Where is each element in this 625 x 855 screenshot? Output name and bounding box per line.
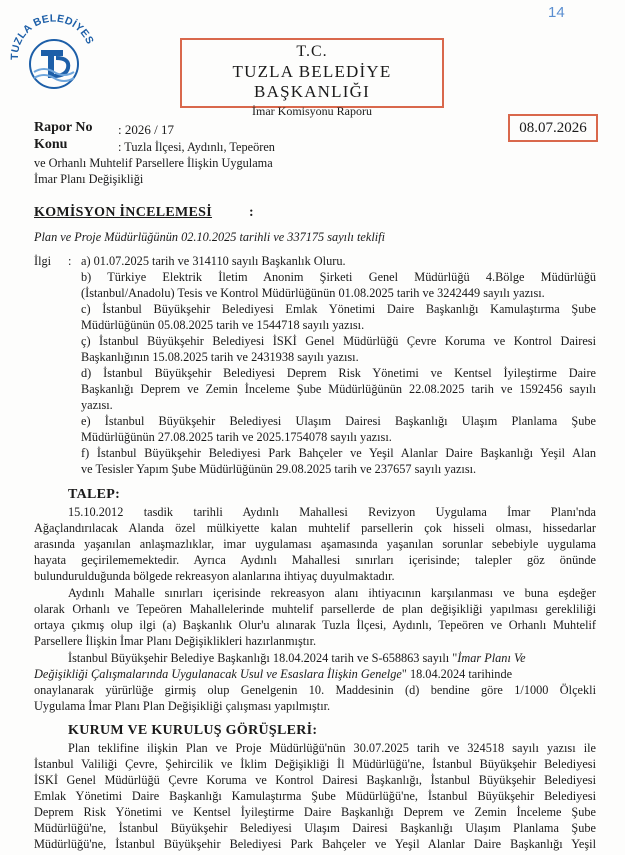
kurum-line: Müdürlüğü'ne, İstanbul Büyükşehir Belediyesi Park Bahçeler ve Yeşil Alanlar Daire Başkanlığı Yeşil [34, 837, 596, 851]
talep-p3-line-4: Uygulama İmar Planı Plan Değişikliği çalışması yapılmıştır. [34, 699, 331, 713]
genelge-title: Değişikliği Çalışmalarında Uygulanacak Usul ve Esaslara İlişkin Genelge [34, 667, 402, 681]
page-number: 14 [548, 4, 565, 21]
genelge-title: İmar Planı Ve [457, 651, 526, 665]
talep-line: Aydınlı Mahalle sınırları içerisinde rekreasyon alanı ihtiyacının karşılanması ve buna eşdeğer [68, 586, 596, 600]
rapor-no-value: : 2026 / 17 [118, 122, 174, 137]
talep-line: hayata geçirilememektedir. Ayrıca Aydınlı Mahallesi sınırları içerisinde; talepler göz önünde [34, 553, 596, 567]
ilgi-line: Müdürlüğünün 27.08.2025 tarih ve 2025.1754078 sayılı yazısı. [81, 430, 392, 444]
kurum-line: İstanbul Valiliği Çevre, Şehircilik ve İklim Değişikliği İl Müdürlüğü'ne, İstanbul Büyükşehir Belediyesi [34, 757, 596, 771]
svg-text:TUZLA BELEDİYESİ: TUZLA BELEDİYES [8, 12, 96, 61]
inceleme-heading: KOMİSYON İNCELEMESİ [34, 205, 213, 220]
talep-line: ortaya çıkmış olup ilgi (a) Başkanlık Olur'u alınarak Tuzla İlçesi, Aydınlı, Tepeören ve Orhanlı Muhtelif [34, 618, 596, 632]
ilgi-line: f) İstanbul Büyükşehir Belediyesi Park Bahçeler ve Yeşil Alanlar Daire Başkanlığı Yeşil Alan [81, 446, 596, 460]
inceleme-colon: : [249, 205, 254, 220]
report-subtitle: İmar Komisyonu Raporu [252, 104, 372, 118]
organization-name: TUZLA BELEDİYE BAŞKANLIĞI [232, 62, 392, 101]
konu-line-2: ve Orhanlı Muhtelif Parsellere İlişkin Uygulama [34, 156, 273, 170]
talep-line: olarak Orhanlı ve Tepeören Mahallelerinde muhtelif parsellerde de plan değişikliği yapılması gerekliliği [34, 602, 596, 616]
kurum-line: Deprem Risk Yönetimi ve Kentsel İyileştirme Daire Başkanlığı Deprem ve Zemin İnceleme Şube [34, 805, 596, 819]
kurum-line: Müdürlüğü'ne, İstanbul Büyükşehir Belediyesi Ulaşım Dairesi Başkanlığı Ulaşım Planlama Şube [34, 821, 596, 835]
konu-line-3: İmar Planı Değişikliği [34, 172, 144, 186]
ilgi-line: ç) İstanbul Büyükşehir Belediyesi İSKİ Genel Müdürlüğü Çevre Koruma ve Kontrol Dairesi [81, 334, 596, 348]
kurum-heading: KURUM VE KURULUŞ GÖRÜŞLERİ: [68, 723, 318, 738]
ilgi-line: (İstanbul/Anadolu) Tesis ve Kontrol Müdürlüğünün 01.08.2025 tarih ve 3242449 sayılı yazısı. [81, 286, 545, 300]
kurum-line: Emlak Yönetimi Daire Başkanlığı Kamulaştırma Şube Müdürlüğü'ne, İstanbul Büyükşehir Belediyesi [34, 789, 596, 803]
ilgi-line: Başkanlığı Deprem ve Zemin İnceleme Şube Müdürlüğünün 22.08.2025 tarih ve 1592456 sayılı [81, 382, 596, 396]
talep-line: Parsellere İlişkin İmar Planı Değişiklikleri hazırlanmıştır. [34, 634, 317, 648]
rapor-no-label: Rapor No [34, 120, 93, 135]
kurum-line: Plan teklifine ilişkin Plan ve Proje Müdürlüğü'nün 30.07.2025 tarih ve 324518 sayılı yazısı ile [68, 741, 596, 755]
ilgi-line: ve Tesisler Yapım Şube Müdürlüğünün 29.08.2025 tarih ve 237657 sayılı yazısı. [81, 462, 477, 476]
ilgi-line: Müdürlüğünün 05.08.2025 tarih ve 1544718 sayılı yazısı. [81, 318, 365, 332]
talep-line: arasında yaşanılan anlaşmazlıklar, imar uygulaması aşamasında yaşanılan sorunlar sebebiyle uygulama [34, 537, 596, 551]
talep-p3-text: " 18.04.2024 tarihinde [401, 667, 513, 681]
ilgi-line: d) İstanbul Büyükşehir Belediyesi Deprem Risk Yönetimi ve Kentsel İyileştirme Daire [81, 366, 596, 380]
talep-p3-line-2 [34, 666, 512, 682]
talep-p3-text: İstanbul Büyükşehir Belediye Başkanlığı 18.04.2024 tarih ve S-658863 sayılı " [68, 651, 458, 665]
ilgi-line: yazısı. [81, 398, 113, 412]
talep-p3-line-3: onaylanarak yürürlüğe girmiş olup Genelgenin 10. Maddesinin (d) bendine göre 1/1000 Ölçekli [34, 683, 596, 697]
talep-line: bulundurulduğunda bölgede rekreasyon alanlarına ihtiyaç duyulmaktadır. [34, 569, 395, 583]
talep-heading: TALEP: [68, 487, 121, 502]
talep-p3-line-1 [68, 650, 526, 666]
ilgi-label: İlgi [34, 254, 52, 268]
tuzla-belediyesi-logo [4, 6, 102, 104]
ilgi-line: b) Türkiye Elektrik İletim Anonim Şirketi Genel Müdürlüğü 4.Bölge Müdürlüğü [81, 270, 596, 284]
tc-label: T.C. [296, 43, 328, 60]
talep-line: Ağaçlandırılacak Alanda özel mülkiyette kalan muhtelif parsellerin çok hisseli olması, hissedarlar [34, 521, 596, 535]
report-date: 08.07.2026 [508, 114, 598, 142]
inceleme-intro: Plan ve Proje Müdürlüğünün 02.10.2025 tarihli ve 337175 sayılı teklifi [34, 230, 385, 244]
ilgi-colon: : [68, 254, 72, 268]
kurum-line: İSKİ Genel Müdürlüğü Çevre Koruma ve Kontrol Dairesi Başkanlığı, İstanbul Büyükşehir Belediyesi [34, 773, 596, 787]
ilgi-line: e) İstanbul Büyükşehir Belediyesi Ulaşım Dairesi Başkanlığı Ulaşım Planlama Şube [81, 414, 596, 428]
konu-label: Konu [34, 137, 68, 152]
konu-line-1: : Tuzla İlçesi, Aydınlı, Tepeören [118, 140, 275, 154]
ilgi-line: a) 01.07.2025 tarih ve 314110 sayılı Başkanlık Oluru. [81, 254, 346, 268]
talep-line: 15.10.2012 tasdik tarihli Aydınlı Mahallesi Revizyon Uygulama İmar Planı'nda [68, 505, 596, 519]
ilgi-line: Başkanlığının 15.08.2025 tarih ve 2431938 sayılı yazısı. [81, 350, 359, 364]
ilgi-line: c) İstanbul Büyükşehir Belediyesi Emlak Yönetimi Daire Başkanlığı Kamulaştırma Şube [81, 302, 596, 316]
title-box [180, 38, 444, 118]
